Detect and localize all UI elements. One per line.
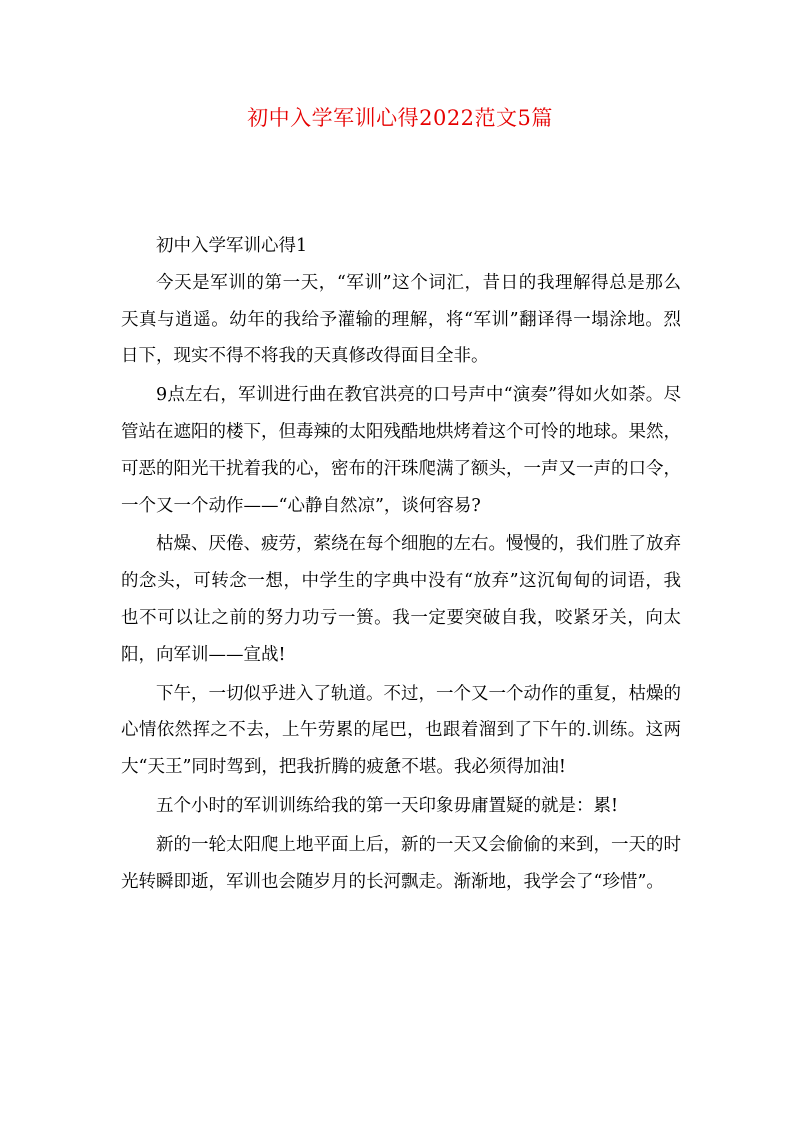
paragraph: 今天是军训的第一天，“军训”这个词汇，昔日的我理解得总是那么天真与逍遥。幼年的我给予灌输的理解，将“军训”翻译得一塌涂地。烈日下，现实不得不将我的天真修改得面目全非。 xyxy=(121,272,681,367)
document-title: 初中入学军训心得2022范文5篇 xyxy=(247,106,553,130)
document-body xyxy=(121,228,681,902)
paragraph: 下午，一切似乎进入了轨道。不过，一个又一个动作的重复，枯燥的心情依然挥之不去，上午劳累的尾巴，也跟着溜到了下午的.训练。这两大“天王”同时驾到，把我折腾的疲惫不堪。我必须得加油! xyxy=(121,683,681,778)
section-heading: 初中入学军训心得1 xyxy=(156,236,308,256)
paragraph: 9点左右，军训进行曲在教官洪亮的口号声中“演奏”得如火如荼。尽管站在遮阳的楼下，但毒辣的太阳残酷地烘烤着这个可怜的地球。果然，可恶的阳光干扰着我的心，密布的汗珠爬满了额头，一声又一声的口令，一个又一个动作——“心静自然凉”，谈何容易? xyxy=(121,385,681,516)
paragraph: 新的一轮太阳爬上地平面上后，新的一天又会偷偷的来到，一天的时光转瞬即逝，军训也会随岁月的长河飘走。渐渐地，我学会了“珍惜”。 xyxy=(121,834,681,892)
paragraph: 枯燥、厌倦、疲劳，萦绕在每个细胞的左右。慢慢的，我们胜了放弃的念头，可转念一想，中学生的字典中没有“放弃”这沉甸甸的词语，我也不可以让之前的努力功亏一篑。我一定要突破自我，咬紧牙关，向太阳，向军训——宣战! xyxy=(121,534,681,665)
paragraph: 五个小时的军训训练给我的第一天印象毋庸置疑的就是：累! xyxy=(156,795,619,816)
